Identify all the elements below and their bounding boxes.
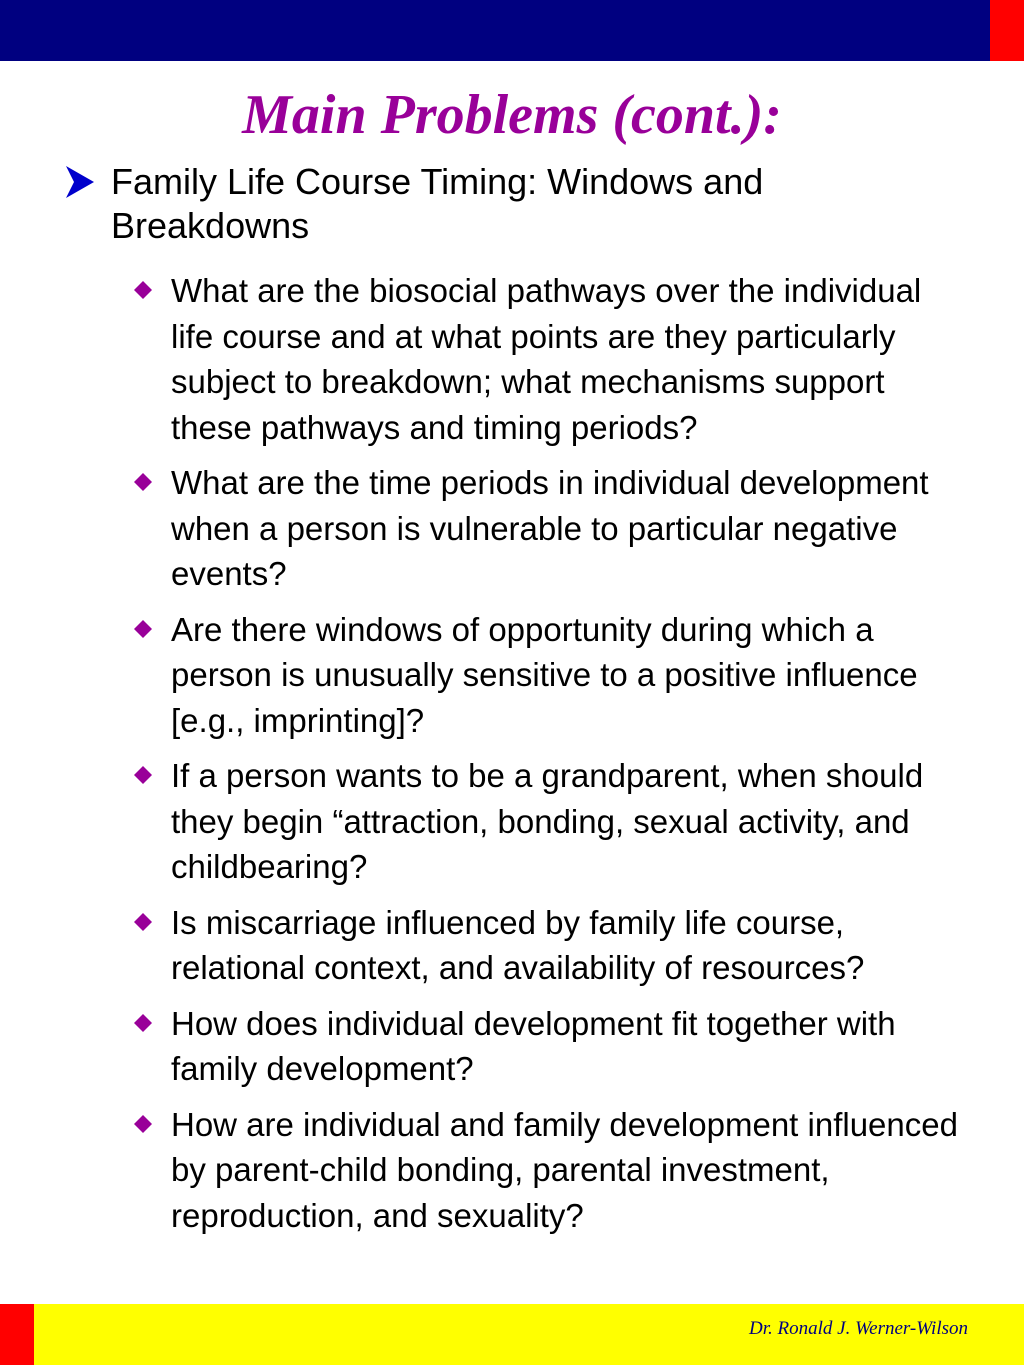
list-item [130, 753, 970, 890]
diamond-bullet-icon [134, 473, 152, 491]
sub-bullet-text: How are individual and family development influenced by parent-child bonding, parental investment, reproduction, and sexuality? [171, 1105, 958, 1234]
sub-bullet-text: Is miscarriage influenced by family life course, relational context, and availability of resources? [171, 903, 865, 986]
diamond-bullet-icon [134, 1014, 152, 1032]
diamond-bullet-icon [134, 281, 152, 299]
main-bullet-text: Family Life Course Timing: Windows and Breakdowns [111, 161, 764, 246]
top-banner [0, 0, 990, 61]
sub-bullet-text: What are the time periods in individual development when a person is vulnerable to particular negative events? [171, 464, 929, 592]
diamond-bullet-icon [134, 766, 152, 784]
arrow-bullet-icon [62, 162, 98, 202]
list-item [130, 607, 970, 744]
slide-title: Main Problems (cont.): [242, 84, 782, 146]
bottom-accent-block [0, 1304, 34, 1365]
diamond-bullet-icon [134, 1115, 152, 1133]
sub-bullet-text: Are there windows of opportunity during which a person is unusually sensitive to a positive influence [e.g., imprinting]? [171, 610, 918, 739]
sub-bullet-text: How does individual development fit together with family development? [171, 1004, 896, 1087]
list-item [130, 1001, 970, 1092]
sub-bullet-list [130, 268, 970, 1248]
list-item [130, 1102, 970, 1239]
diamond-bullet-icon [134, 620, 152, 638]
diamond-bullet-icon [134, 913, 152, 931]
list-item [130, 900, 970, 991]
footer-author: Dr. Ronald J. Werner-Wilson [749, 1318, 968, 1339]
top-accent-block [990, 0, 1024, 61]
list-item [130, 268, 970, 450]
list-item [130, 460, 970, 597]
sub-bullet-text: If a person wants to be a grandparent, when should they begin “attraction, bonding, sexual activity, and childbearing? [171, 757, 924, 885]
sub-bullet-text: What are the biosocial pathways over the individual life course and at what points are they particularly subject to breakdown; what mechanisms support these pathways and timing periods? [171, 272, 922, 446]
